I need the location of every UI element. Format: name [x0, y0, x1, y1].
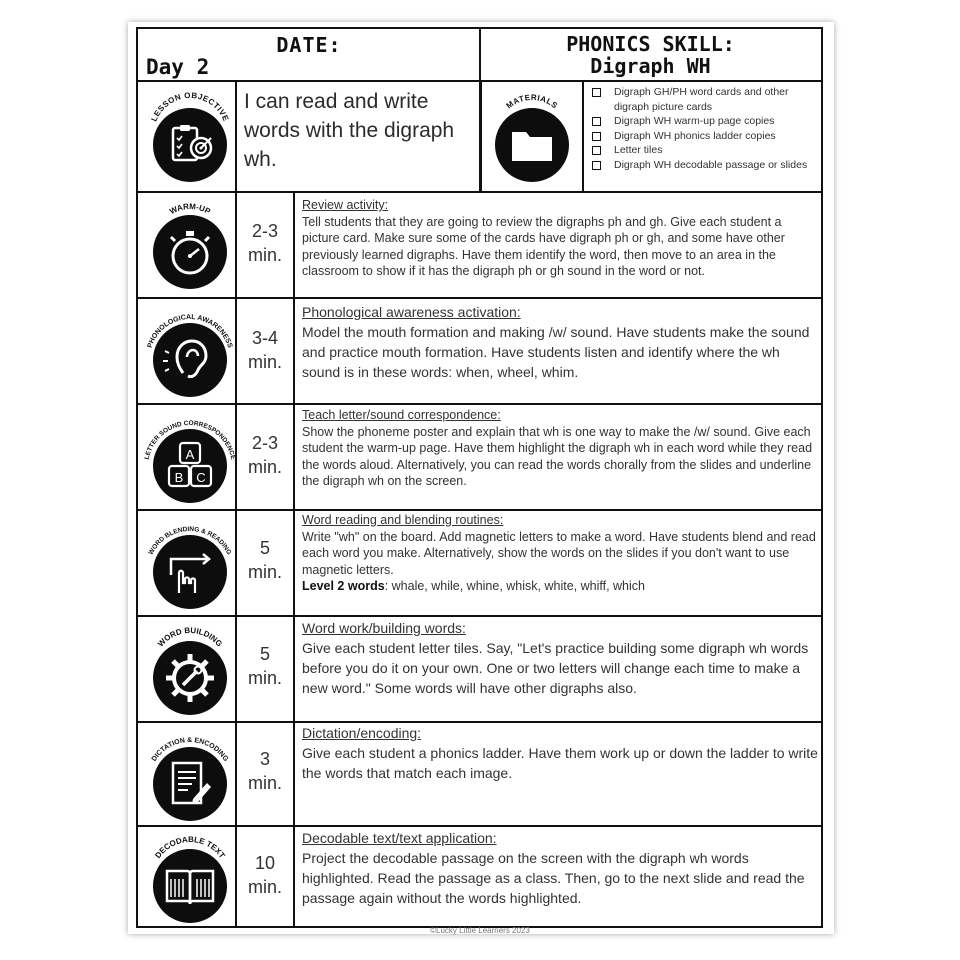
activity-time: 3-4 min. [247, 328, 282, 372]
svg-text:WARM-UP: WARM-UP [168, 201, 212, 217]
activity-description [302, 302, 816, 382]
svg-text:WORD BUILDING: WORD BUILDING [156, 625, 224, 649]
phonics-skill-value: Digraph WH [590, 54, 711, 78]
activity-title: Review activity: [302, 198, 389, 212]
tap-swipe-icon [153, 535, 227, 609]
stopwatch-icon [153, 215, 227, 289]
activity-description [302, 618, 818, 698]
ear-icon [153, 323, 227, 397]
divider [138, 403, 821, 405]
svg-text:DICTATION & ENCODING: DICTATION & ENCODING [150, 736, 230, 763]
svg-text:WORD BLENDING & READING: WORD BLENDING & READING [147, 525, 233, 557]
materials-list [588, 85, 820, 173]
activity-description [302, 512, 818, 595]
word-blending-icon-block [144, 511, 236, 615]
activity-description [302, 828, 818, 908]
svg-text:PHONOLOGICAL AWARENESS: PHONOLOGICAL AWARENESS [146, 313, 234, 349]
activity-time: 5 min. [247, 644, 282, 688]
activity-title: Decodable text/text application: [302, 830, 497, 846]
open-book-icon [153, 849, 227, 923]
activity-body: Give each student a phonics ladder. Have them work up or down the ladder to write the words that match each image. [302, 745, 818, 781]
level-label: Level 2 words [302, 579, 385, 593]
svg-text:MATERIALS: MATERIALS [504, 92, 560, 111]
activity-body: Tell students that they are going to review the digraphs ph and gh. Give each student a picture card. Make sure some of the cards have digraph ph or gh, and some have other previously learned digraphs. Have them identify the word, then move to an area in the classroom to show if it has the digraph ph or gh sound in the word or not. [302, 214, 785, 278]
clipboard-target-icon [153, 108, 227, 182]
warm-up-icon-block [144, 193, 236, 297]
materials-item: Letter tiles [588, 143, 820, 158]
divider [138, 509, 821, 511]
dictation-icon-block [144, 723, 236, 825]
activity-title: Word work/building words: [302, 620, 466, 636]
activity-description [302, 407, 818, 490]
activity-time: 2-3 min. [247, 221, 282, 265]
activity-description [302, 723, 818, 783]
divider [138, 297, 821, 299]
date-label: DATE: [276, 33, 342, 57]
materials-item: Digraph WH decodable passage or slides [588, 158, 820, 173]
svg-text:LETTER SOUND CORRESPONDENCE: LETTER SOUND CORRESPONDENCE [144, 419, 236, 461]
materials-item: Digraph GH/PH word cards and other digraph picture cards [588, 85, 820, 114]
day-label: Day 2 [146, 55, 210, 79]
lesson-objective-icon-block [144, 84, 236, 189]
folder-icon [495, 108, 569, 182]
activity-title: Phonological awareness activation: [302, 304, 521, 320]
divider [138, 825, 821, 827]
activity-body: Write "wh" on the board. Add magnetic letters to make a word. Have students blend and read each word you make. Alternatively, show the words on the slides if you don't want to use magnetic letters. [302, 529, 816, 577]
abc-blocks-icon [153, 429, 227, 503]
materials-icon-block [486, 84, 578, 189]
activity-title: Teach letter/sound correspondence: [302, 408, 501, 422]
letter-sound-icon-block [144, 405, 236, 509]
activity-body: Project the decodable passage on the screen with the digraph wh words highlighted. Read the passage as a class. Then, go to the next slide and read the passage again without the words highlighted. [302, 850, 805, 906]
paper-pencil-icon [153, 747, 227, 821]
activity-description [302, 197, 816, 280]
gear-wrench-icon [153, 641, 227, 715]
svg-text:A: A [185, 447, 195, 462]
lesson-objective-text: I can read and write words with the digraph wh. [244, 90, 455, 171]
svg-text:B: B [174, 470, 184, 485]
materials-item: Digraph WH warm-up page copies [588, 114, 820, 129]
svg-text:DECODABLE TEXT: DECODABLE TEXT [153, 834, 227, 860]
divider [480, 81, 482, 191]
activity-time: 5 min. [247, 538, 282, 582]
divider [582, 81, 584, 191]
phonological-awareness-icon-block [144, 299, 236, 403]
activity-time: 2-3 min. [247, 433, 282, 477]
phonics-skill-cell [480, 29, 821, 81]
divider [138, 191, 821, 193]
svg-text:LESSON OBJECTIVE: LESSON OBJECTIVE [149, 90, 231, 123]
activity-title: Word reading and blending routines: [302, 513, 504, 527]
word-building-icon-block [144, 617, 236, 721]
phonics-skill-title [480, 33, 821, 77]
level-words: : whale, while, whine, whisk, white, whiff, which [384, 579, 645, 593]
materials-item: Digraph WH phonics ladder copies [588, 129, 820, 144]
activity-time: 10 min. [247, 853, 282, 897]
lesson-plan-table [136, 27, 823, 928]
activity-body: Show the phoneme poster and explain that wh is one way to make the /w/ sound. Give each student the warm-up page. Have them highlight the digraph wh in each word while they read the words aloud. Alternatively, you can read the words chorally from the slides and underline the digraph wh on the screen. [302, 424, 813, 488]
divider [293, 193, 295, 928]
date-cell [138, 29, 480, 81]
activity-body: Model the mouth formation and making /w/ sound. Have students make the sound and practice mouth formation. Have students listen and identify where the wh sound is in these words: when, wheel, whim. [302, 324, 810, 380]
copyright-footer: ©Lucky Little Learners 2023 [430, 926, 530, 935]
activity-title: Dictation/encoding: [302, 725, 422, 741]
phonics-skill-label: PHONICS SKILL: [566, 32, 735, 56]
decodable-text-icon-block [144, 827, 236, 927]
svg-text:C: C [196, 470, 206, 485]
divider [138, 615, 821, 617]
activity-time: 3 min. [247, 749, 282, 793]
activity-body: Give each student letter tiles. Say, "Let's practice building some digraph wh words before you do it on your own. One or two letters will change each time to make a new word." Some words will have other digraphs also. [302, 640, 809, 696]
